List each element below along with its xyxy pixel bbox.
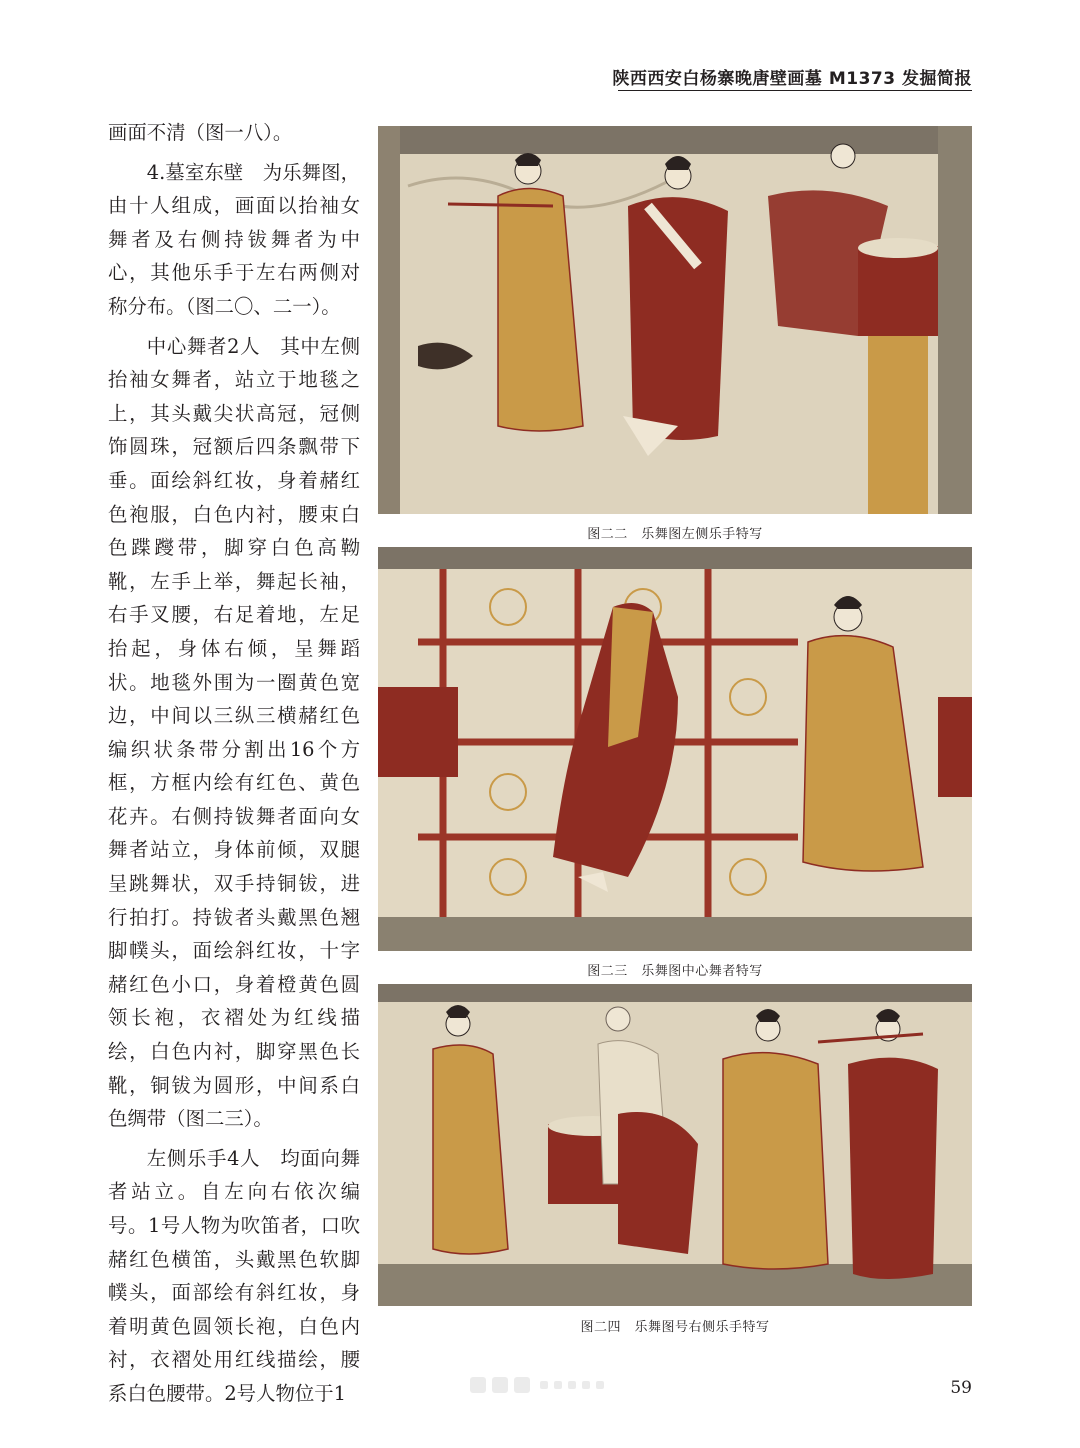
page-number: 59: [950, 1378, 972, 1398]
body-paragraph: 左侧乐手4人 均面向舞者站立。自左向右依次编号。1号人物为吹笛者，口吹赭红色横笛，头戴黑色软脚幞头，面部绘有斜红妆，身着明黄色圆领长袍，白色内衬，衣褶处用红线描绘，腰系白色腰带。2号人物位于1: [108, 1146, 360, 1405]
figure-22-mural-photo: [378, 126, 972, 514]
header-rule: [618, 90, 972, 91]
body-text-column: [108, 116, 360, 1411]
body-paragraph: 画面不清（图一八）。: [108, 121, 293, 144]
figure-24-mural-photo: [378, 984, 972, 1306]
body-paragraph: 中心舞者2人 其中左侧抬袖女舞者，站立于地毯之上，其头戴尖状高冠，冠侧饰圆珠，冠额后四条飘带下垂。面绘斜红妆，身着赭红色袍服，白色内衬，腰束白色蹀躞带，脚穿白色高靿靴，左手上举，舞起长袖，右手叉腰，右足着地，左足抬起，身体右倾，呈舞蹈状。地毯外围为一圈黄色宽边，中间以三纵三横赭红色编织状条带分割出16个方框，方框内绘有红色、黄色花卉。右侧持钹舞者面向女舞者站立，身体前倾，双腿呈跳舞状，双手持铜钹，进行拍打。持钹者头戴黑色翘脚幞头，面绘斜红妆，十字赭红色小口，身着橙黄色圆领长袍，衣褶处为红线描绘，白色内衬，脚穿黑色长靴，铜钹为圆形，中间系白色绸带（图二三）。: [108, 334, 360, 1131]
figure-24-caption: 图二四 乐舞图号右侧乐手特写: [580, 1320, 770, 1335]
body-paragraph: 4.墓室东壁 为乐舞图，由十人组成，画面以抬袖女舞者及右侧持钹舞者为中心，其他乐手于左右两侧对称分布。（图二〇、二一）。: [108, 160, 360, 318]
running-header: 陕西西安白杨寨晚唐壁画墓 M1373 发掘简报: [612, 69, 972, 89]
figure-23-caption: 图二三 乐舞图中心舞者特写: [587, 964, 763, 979]
watermark-logo: [470, 1373, 610, 1401]
figure-23-mural-photo: [378, 547, 972, 951]
figure-22-caption: 图二二 乐舞图左侧乐手特写: [587, 527, 763, 542]
